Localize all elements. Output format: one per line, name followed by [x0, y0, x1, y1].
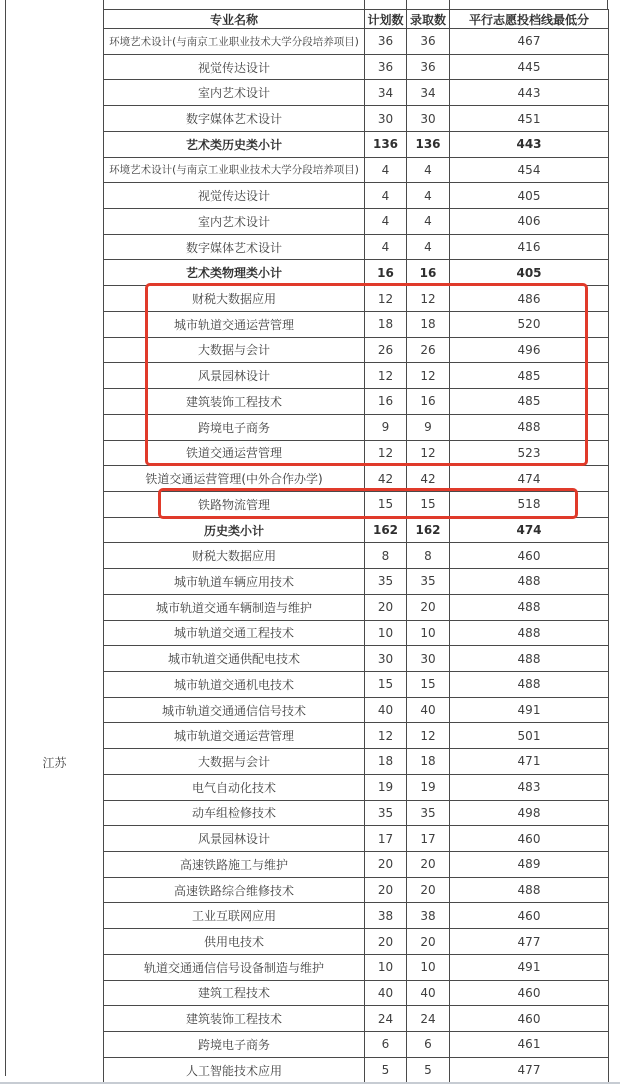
admitted-count-cell: 42: [407, 466, 450, 492]
major-name-cell: 城市轨道交通车辆制造与维护: [104, 594, 365, 620]
min-score-cell: 523: [450, 440, 609, 466]
admitted-count-cell: 10: [407, 620, 450, 646]
major-name-cell: 大数据与会计: [104, 749, 365, 775]
plan-count-cell: 34: [365, 80, 407, 106]
plan-count-cell: 4: [365, 209, 407, 235]
min-score-cell: 488: [450, 620, 609, 646]
major-name-cell: 艺术类物理类小计: [104, 260, 365, 286]
min-score-cell: 460: [450, 543, 609, 569]
plan-count-cell: 8: [365, 543, 407, 569]
admitted-count-cell: 20: [407, 852, 450, 878]
major-name-cell: 人工智能技术应用: [104, 1057, 365, 1083]
plan-count-cell: 18: [365, 311, 407, 337]
plan-count-cell: 16: [365, 389, 407, 415]
admitted-count-cell: 30: [407, 106, 450, 132]
table-row: [104, 620, 609, 646]
plan-count-cell: 5: [365, 1057, 407, 1083]
admitted-count-cell: 12: [407, 723, 450, 749]
outer-column-border: [5, 0, 6, 1076]
major-name-cell: 电气自动化技术: [104, 774, 365, 800]
admitted-count-cell: 12: [407, 363, 450, 389]
admitted-count-cell: 15: [407, 491, 450, 517]
plan-count-cell: 19: [365, 774, 407, 800]
table-row: [104, 646, 609, 672]
min-score-cell: 405: [450, 260, 609, 286]
admitted-count-cell: 35: [407, 569, 450, 595]
table-row: [104, 671, 609, 697]
major-name-cell: 城市轨道交通工程技术: [104, 620, 365, 646]
major-name-cell: 供用电技术: [104, 929, 365, 955]
major-name-cell: 视觉传达设计: [104, 183, 365, 209]
major-name-cell: 跨境电子商务: [104, 414, 365, 440]
table-row: [104, 311, 609, 337]
major-name-cell: 轨道交通通信信号设备制造与维护: [104, 954, 365, 980]
col-header-plan-count: 计划数: [365, 10, 407, 29]
major-name-cell: 建筑工程技术: [104, 980, 365, 1006]
table-row: [104, 389, 609, 415]
min-score-cell: 496: [450, 337, 609, 363]
admitted-count-cell: 20: [407, 594, 450, 620]
min-score-cell: 489: [450, 852, 609, 878]
table-row: [104, 209, 609, 235]
min-score-cell: 454: [450, 157, 609, 183]
min-score-cell: 443: [450, 131, 609, 157]
plan-count-cell: 35: [365, 569, 407, 595]
min-score-cell: 488: [450, 646, 609, 672]
min-score-cell: 483: [450, 774, 609, 800]
plan-count-cell: 4: [365, 183, 407, 209]
admitted-count-cell: 12: [407, 440, 450, 466]
major-name-cell: 数字媒体艺术设计: [104, 106, 365, 132]
min-score-cell: 498: [450, 800, 609, 826]
table-row: [104, 594, 609, 620]
major-name-cell: 城市轨道交通运营管理: [104, 311, 365, 337]
table-row: [104, 131, 609, 157]
min-score-cell: 520: [450, 311, 609, 337]
table-row: [104, 877, 609, 903]
min-score-cell: 488: [450, 414, 609, 440]
admitted-count-cell: 18: [407, 749, 450, 775]
admitted-count-cell: 10: [407, 954, 450, 980]
table-row: [104, 363, 609, 389]
table-row: [104, 491, 609, 517]
admitted-count-cell: 4: [407, 234, 450, 260]
major-name-cell: 铁路物流管理: [104, 491, 365, 517]
major-name-cell: 历史类小计: [104, 517, 365, 543]
plan-count-cell: 136: [365, 131, 407, 157]
plan-count-cell: 38: [365, 903, 407, 929]
major-name-cell: 室内艺术设计: [104, 209, 365, 235]
min-score-cell: 488: [450, 671, 609, 697]
plan-count-cell: 24: [365, 1006, 407, 1032]
major-name-cell: 数字媒体艺术设计: [104, 234, 365, 260]
min-score-cell: 474: [450, 517, 609, 543]
admitted-count-cell: 36: [407, 29, 450, 55]
admitted-count-cell: 4: [407, 157, 450, 183]
min-score-cell: 518: [450, 491, 609, 517]
table-row: [104, 260, 609, 286]
min-score-cell: 486: [450, 286, 609, 312]
min-score-cell: 491: [450, 954, 609, 980]
min-score-cell: 416: [450, 234, 609, 260]
col-header-admitted-count: 录取数: [407, 10, 450, 29]
table-row: [104, 1006, 609, 1032]
min-score-cell: 501: [450, 723, 609, 749]
admitted-count-cell: 12: [407, 286, 450, 312]
col-header-major: 专业名称: [104, 10, 365, 29]
bottom-edge-line: [0, 1082, 620, 1084]
min-score-cell: 485: [450, 389, 609, 415]
admitted-count-cell: 15: [407, 671, 450, 697]
admitted-count-cell: 34: [407, 80, 450, 106]
admitted-count-cell: 9: [407, 414, 450, 440]
admitted-count-cell: 136: [407, 131, 450, 157]
admitted-count-cell: 16: [407, 389, 450, 415]
admitted-count-cell: 18: [407, 311, 450, 337]
major-name-cell: 风景园林设计: [104, 363, 365, 389]
major-name-cell: 视觉传达设计: [104, 54, 365, 80]
table-row: [104, 543, 609, 569]
table-row: [104, 183, 609, 209]
admitted-count-cell: 38: [407, 903, 450, 929]
admitted-count-cell: 30: [407, 646, 450, 672]
plan-count-cell: 36: [365, 29, 407, 55]
table-row: [104, 749, 609, 775]
major-name-cell: 跨境电子商务: [104, 1032, 365, 1058]
plan-count-cell: 4: [365, 234, 407, 260]
major-name-cell: 城市轨道交通供配电技术: [104, 646, 365, 672]
plan-count-cell: 9: [365, 414, 407, 440]
major-name-cell: 城市轨道交通运营管理: [104, 723, 365, 749]
admissions-table-grid: [103, 9, 609, 1083]
plan-count-cell: 15: [365, 671, 407, 697]
major-name-cell: 财税大数据应用: [104, 543, 365, 569]
table-row: [104, 286, 609, 312]
table-row: [104, 800, 609, 826]
major-name-cell: 城市轨道交通通信信号技术: [104, 697, 365, 723]
min-score-cell: 477: [450, 1057, 609, 1083]
admitted-count-cell: 5: [407, 1057, 450, 1083]
min-score-cell: 460: [450, 826, 609, 852]
min-score-cell: 474: [450, 466, 609, 492]
plan-count-cell: 42: [365, 466, 407, 492]
major-name-cell: 动车组检修技术: [104, 800, 365, 826]
admitted-count-cell: 19: [407, 774, 450, 800]
admitted-count-cell: 8: [407, 543, 450, 569]
admitted-count-cell: 6: [407, 1032, 450, 1058]
table-row: [104, 826, 609, 852]
admitted-count-cell: 20: [407, 929, 450, 955]
min-score-cell: 488: [450, 569, 609, 595]
plan-count-cell: 15: [365, 491, 407, 517]
major-name-cell: 建筑装饰工程技术: [104, 1006, 365, 1032]
min-score-cell: 477: [450, 929, 609, 955]
major-name-cell: 建筑装饰工程技术: [104, 389, 365, 415]
region-label: 江苏: [42, 756, 67, 770]
table-row: [104, 414, 609, 440]
min-score-cell: 461: [450, 1032, 609, 1058]
major-name-cell: 铁道交通运营管理(中外合作办学): [104, 466, 365, 492]
table-row: [104, 234, 609, 260]
plan-count-cell: 40: [365, 697, 407, 723]
plan-count-cell: 12: [365, 723, 407, 749]
plan-count-cell: 20: [365, 877, 407, 903]
table-row: [104, 852, 609, 878]
plan-count-cell: 18: [365, 749, 407, 775]
plan-count-cell: 16: [365, 260, 407, 286]
major-name-cell: 城市轨道车辆应用技术: [104, 569, 365, 595]
table-row: [104, 723, 609, 749]
table-row: [104, 29, 609, 55]
min-score-cell: 491: [450, 697, 609, 723]
major-name-cell: 艺术类历史类小计: [104, 131, 365, 157]
plan-count-cell: 4: [365, 157, 407, 183]
min-score-cell: 460: [450, 980, 609, 1006]
min-score-cell: 443: [450, 80, 609, 106]
major-name-cell: 城市轨道交通机电技术: [104, 671, 365, 697]
min-score-cell: 460: [450, 903, 609, 929]
table-header-row: [104, 10, 609, 29]
table-row: [104, 517, 609, 543]
plan-count-cell: 6: [365, 1032, 407, 1058]
major-name-cell: 环境艺术设计(与南京工业职业技术大学分段培养项目): [104, 29, 365, 55]
min-score-cell: 445: [450, 54, 609, 80]
plan-count-cell: 12: [365, 286, 407, 312]
min-score-cell: 460: [450, 1006, 609, 1032]
table-body: [104, 29, 609, 1083]
col-header-min-score: 平行志愿投档线最低分: [450, 10, 609, 29]
min-score-cell: 488: [450, 877, 609, 903]
plan-count-cell: 20: [365, 852, 407, 878]
table-row: [104, 157, 609, 183]
admitted-count-cell: 35: [407, 800, 450, 826]
admitted-count-cell: 40: [407, 980, 450, 1006]
plan-count-cell: 12: [365, 363, 407, 389]
table-row: [104, 337, 609, 363]
table-row: [104, 954, 609, 980]
major-name-cell: 大数据与会计: [104, 337, 365, 363]
min-score-cell: 488: [450, 594, 609, 620]
plan-count-cell: 162: [365, 517, 407, 543]
plan-count-cell: 40: [365, 980, 407, 1006]
plan-count-cell: 17: [365, 826, 407, 852]
major-name-cell: 铁道交通运营管理: [104, 440, 365, 466]
min-score-cell: 451: [450, 106, 609, 132]
table-row: [104, 466, 609, 492]
table-row: [104, 440, 609, 466]
min-score-cell: 406: [450, 209, 609, 235]
table-row: [104, 903, 609, 929]
plan-count-cell: 26: [365, 337, 407, 363]
admitted-count-cell: 4: [407, 183, 450, 209]
table-row: [104, 80, 609, 106]
admitted-count-cell: 40: [407, 697, 450, 723]
admitted-count-cell: 17: [407, 826, 450, 852]
admitted-count-cell: 16: [407, 260, 450, 286]
table-row: [104, 106, 609, 132]
major-name-cell: 风景园林设计: [104, 826, 365, 852]
table-row: [104, 980, 609, 1006]
table-row: [104, 697, 609, 723]
plan-count-cell: 10: [365, 620, 407, 646]
min-score-cell: 471: [450, 749, 609, 775]
plan-count-cell: 36: [365, 54, 407, 80]
min-score-cell: 467: [450, 29, 609, 55]
table-row: [104, 569, 609, 595]
plan-count-cell: 10: [365, 954, 407, 980]
major-name-cell: 工业互联网应用: [104, 903, 365, 929]
admitted-count-cell: 4: [407, 209, 450, 235]
admissions-table: [103, 9, 608, 1083]
major-name-cell: 高速铁路施工与维护: [104, 852, 365, 878]
table-row: [104, 1057, 609, 1083]
min-score-cell: 485: [450, 363, 609, 389]
plan-count-cell: 35: [365, 800, 407, 826]
admitted-count-cell: 162: [407, 517, 450, 543]
table-row: [104, 929, 609, 955]
admitted-count-cell: 24: [407, 1006, 450, 1032]
admitted-count-cell: 20: [407, 877, 450, 903]
plan-count-cell: 20: [365, 929, 407, 955]
plan-count-cell: 30: [365, 106, 407, 132]
plan-count-cell: 12: [365, 440, 407, 466]
plan-count-cell: 30: [365, 646, 407, 672]
admitted-count-cell: 26: [407, 337, 450, 363]
major-name-cell: 环境艺术设计(与南京工业职业技术大学分段培养项目): [104, 157, 365, 183]
table-row: [104, 54, 609, 80]
major-name-cell: 室内艺术设计: [104, 80, 365, 106]
table-row: [104, 1032, 609, 1058]
min-score-cell: 405: [450, 183, 609, 209]
table-row: [104, 774, 609, 800]
major-name-cell: 高速铁路综合维修技术: [104, 877, 365, 903]
plan-count-cell: 20: [365, 594, 407, 620]
admitted-count-cell: 36: [407, 54, 450, 80]
major-name-cell: 财税大数据应用: [104, 286, 365, 312]
